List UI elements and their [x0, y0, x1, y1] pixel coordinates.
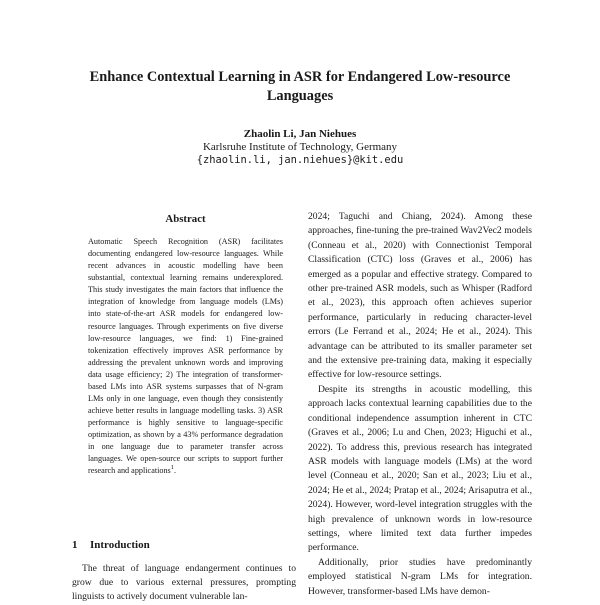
introduction-left-column [72, 562, 296, 605]
abstract-text: Automatic Speech Recognition (ASR) facilitates documenting endangered low-resource languages. While recent advances in acoustic modelling have been substantial, contextual learning remains underexplored. This study investigates the main factors that influence the integration of knowledge from language models (LMs) into state-of-the-art ASR models for endangered low-resource languages. Through experiments on five diverse low-resource languages, we find: 1) Fine-grained tokenization effectively improves ASR performance by addressing the prevalent unknown words and improving data usage efficiency; 2) The integration of transformer-based LMs into ASR systems surpasses that of N-gram LMs only in one language, even though they consistently achieve better results in language modelling tasks. 3) ASR performance is highly sensitive to language-specific optimization, as shown by a 43% performance degradation in one language due to parameter transfer across languages. We open-source our scripts to support further research and applications [88, 237, 283, 476]
section-title: Introduction [90, 539, 150, 551]
author-affiliation: Karlsruhe Institute of Technology, Germany [202, 141, 398, 153]
right-column [308, 210, 532, 599]
introduction-paragraph: The threat of language endangerment continues to grow due to various external pressures, prompting linguists to actively document vulnerable lan- [72, 563, 296, 603]
section-number: 1 [72, 539, 78, 551]
footnote-mark: 1 [170, 464, 174, 472]
abstract-body [88, 236, 283, 478]
section-heading-introduction [72, 538, 292, 552]
body-paragraph-2: Despite its strengths in acoustic modelling, this approach lacks contextual learning capabilities due to the conditional independence assumption inherent in CTC (Graves et al., 2006; Lu and Chen, 2023; Higuchi et al., 2022). To address this, previous research has integrated ASR models with language models (LMs) at the word level (Conneau et al., 2020; San et al., 2023; Liu et al., 2024; He et al., 2024; Pratap et al., 2024; Arisaputra et al., 2024). However, word-level integration struggles with the high prevalence of unknown words in low-resource settings, where limited text data further impedes performance. [308, 383, 532, 554]
body-paragraph-3: Additionally, prior studies have predominantly employed statistical N-gram LMs for integration. However, transformer-based LMs have demon- [308, 556, 532, 597]
abstract-text-end: . [174, 466, 177, 476]
body-paragraph-1: 2024; Taguchi and Chiang, 2024). Among these approaches, fine-tuning the pre-trained Wav2Vec2 models (Conneau et al., 2020) with Connectionist Temporal Classification (CTC) loss (Graves et al., 2006) has emerged as a popular and effective strategy. Compared to other pre-trained ASR models, such as Whisper (Radford et al., 2023), this approach often achieves superior performance, particularly in reducing character-level errors (Le Ferrand et al., 2024; He et al., 2024). This advantage can be attributed to its smaller parameter set and the extensive pre-training data, making it especially effective for low-resource settings. [308, 211, 532, 381]
paper-title: Enhance Contextual Learning in ASR for Endangered Low-resource Languages [89, 69, 511, 104]
abstract-heading: Abstract [165, 213, 206, 225]
paper-authors: Zhaolin Li, Jan Niehues [243, 128, 357, 140]
author-email: {zhaolin.li, jan.niehues}@kit.edu [196, 154, 404, 166]
